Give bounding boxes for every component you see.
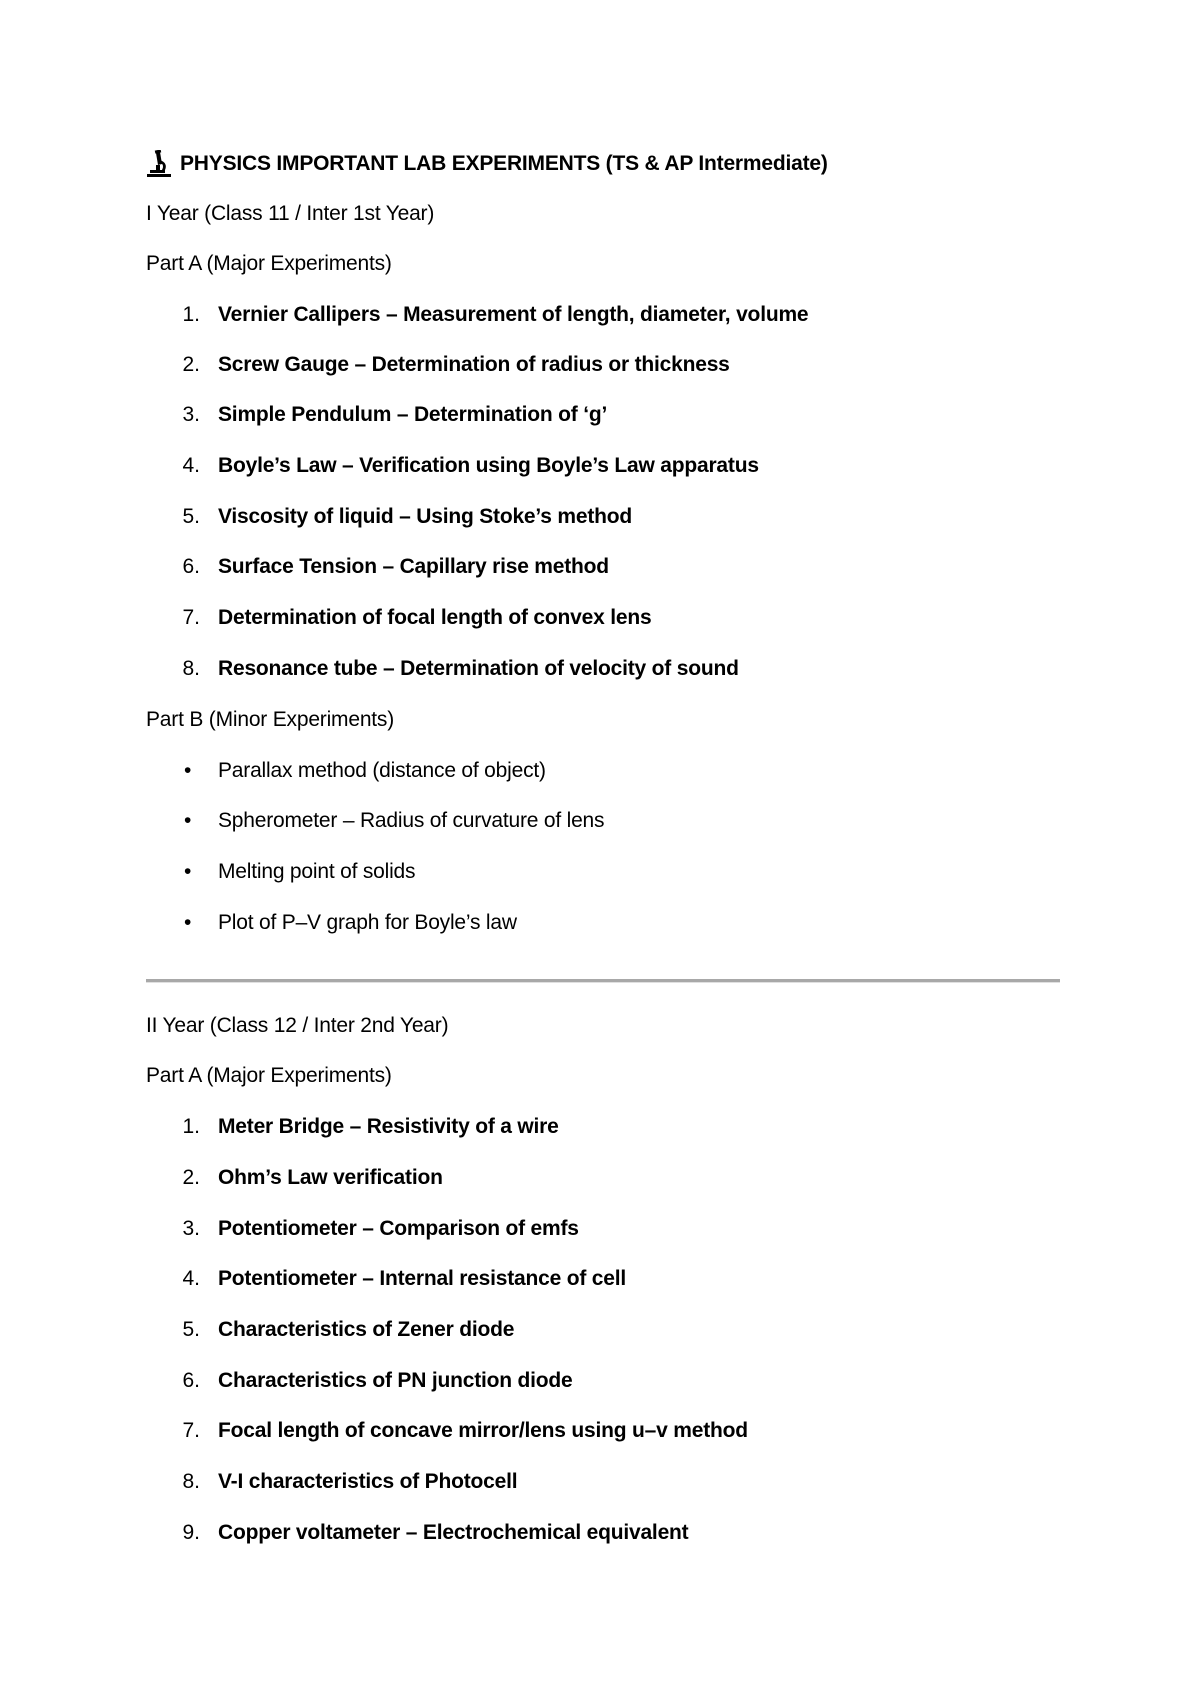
bullet-icon: • (184, 860, 192, 883)
item-number: 8. (182, 1470, 200, 1493)
item-text: Boyle’s Law – Verification using Boyle’s Law apparatus (218, 454, 759, 477)
item-number: 7. (182, 606, 200, 629)
year1-heading: I Year (Class 11 / Inter 1st Year) (146, 202, 435, 225)
item-text: V-I characteristics of Photocell (218, 1470, 518, 1493)
horizontal-divider (146, 979, 1060, 983)
bullet-icon: • (184, 759, 192, 782)
item-text: Characteristics of PN junction diode (218, 1369, 573, 1392)
bullet-icon: • (184, 809, 192, 832)
year2-heading: II Year (Class 12 / Inter 2nd Year) (146, 1014, 449, 1037)
item-text: Parallax method (distance of object) (218, 759, 546, 782)
item-text: Focal length of concave mirror/lens using u–v method (218, 1419, 748, 1442)
item-number: 3. (182, 403, 200, 426)
item-number: 8. (182, 657, 200, 680)
item-text: Ohm’s Law verification (218, 1166, 443, 1189)
item-text: Copper voltameter – Electrochemical equivalent (218, 1521, 689, 1544)
item-text: Determination of focal length of convex lens (218, 606, 652, 629)
item-text: Melting point of solids (218, 860, 416, 883)
item-text: Meter Bridge – Resistivity of a wire (218, 1115, 559, 1138)
item-number: 5. (182, 1318, 200, 1341)
year2-part-a-heading: Part A (Major Experiments) (146, 1064, 392, 1087)
item-text: Potentiometer – Comparison of emfs (218, 1217, 579, 1240)
item-number: 3. (182, 1217, 200, 1240)
item-number: 2. (182, 1166, 200, 1189)
item-text: Simple Pendulum – Determination of ‘g’ (218, 403, 608, 426)
item-number: 9. (182, 1521, 200, 1544)
item-text: Viscosity of liquid – Using Stoke’s method (218, 505, 633, 528)
item-number: 2. (182, 353, 200, 376)
item-number: 1. (182, 303, 200, 326)
item-number: 1. (182, 1115, 200, 1138)
item-text: Vernier Callipers – Measurement of length, diameter, volume (218, 303, 809, 326)
item-number: 6. (182, 555, 200, 578)
item-text: Characteristics of Zener diode (218, 1318, 515, 1341)
item-text: Plot of P–V graph for Boyle’s law (218, 911, 517, 934)
item-text: Screw Gauge – Determination of radius or thickness (218, 353, 730, 376)
year1-part-b-heading: Part B (Minor Experiments) (146, 708, 395, 731)
item-text: Potentiometer – Internal resistance of cell (218, 1267, 627, 1290)
item-text: Resonance tube – Determination of velocity of sound (218, 657, 739, 680)
year1-part-a-heading: Part A (Major Experiments) (146, 252, 392, 275)
page-title: PHYSICS IMPORTANT LAB EXPERIMENTS (TS & AP Intermediate) (180, 152, 828, 175)
bullet-icon: • (184, 911, 192, 934)
item-text: Spherometer – Radius of curvature of lens (218, 809, 605, 832)
item-number: 6. (182, 1369, 200, 1392)
item-number: 5. (182, 505, 200, 528)
item-text: Surface Tension – Capillary rise method (218, 555, 609, 578)
item-number: 4. (182, 454, 200, 477)
microscope-icon (146, 150, 172, 178)
item-number: 7. (182, 1419, 200, 1442)
item-number: 4. (182, 1267, 200, 1290)
